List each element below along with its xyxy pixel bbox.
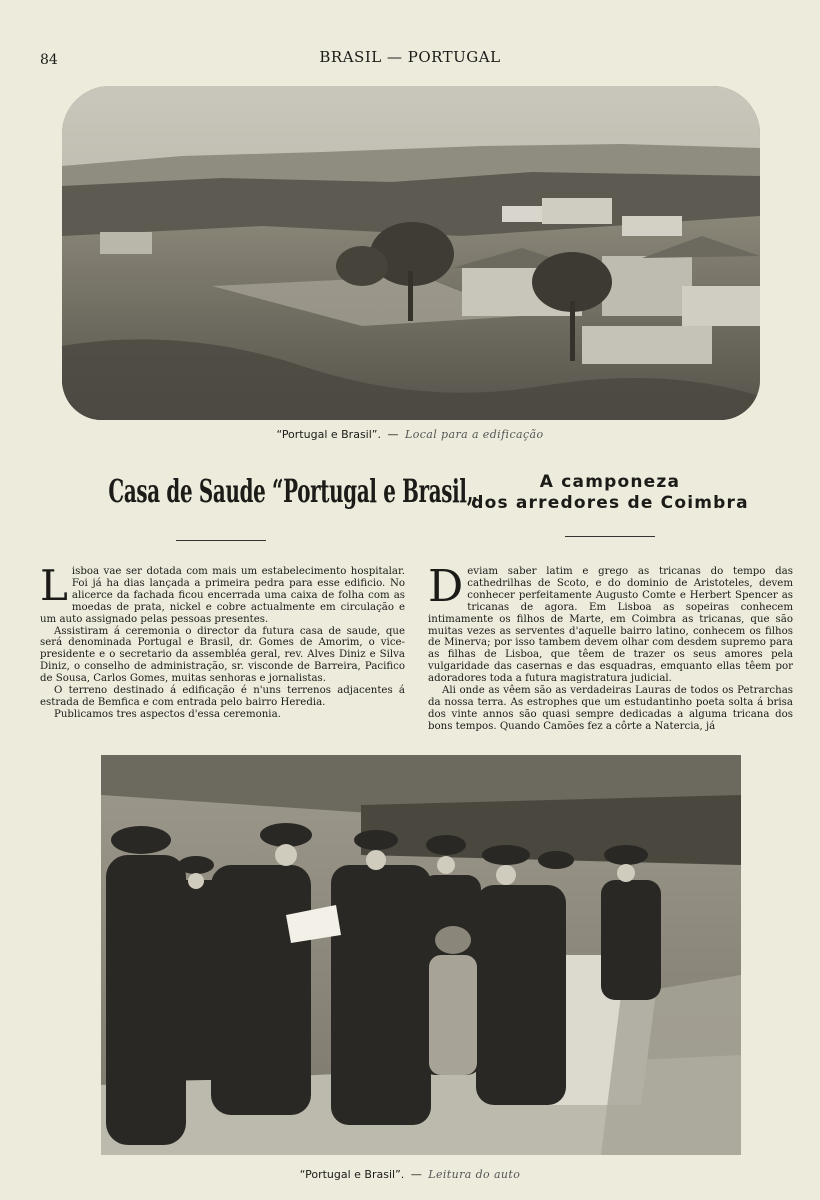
caption-subtitle: Leitura do auto xyxy=(428,1168,521,1181)
ceremony-photo-drawing xyxy=(101,755,741,1155)
caption-main: “Portugal e Brasil”. xyxy=(299,1168,405,1181)
caption-subtitle: Local para a edificação xyxy=(404,428,544,441)
title-rule-left xyxy=(176,540,266,541)
article-right-title xyxy=(420,472,800,514)
caption-main: “Portugal e Brasil”. xyxy=(276,428,381,441)
running-head: BRASIL — PORTUGAL xyxy=(319,48,501,66)
article-left-body xyxy=(40,561,405,721)
article-right-paragraph-2: Ali onde as vêem são as verdadeiras Lauras de todos os Petrarchas da nossa terra. As estrophes que um estudantinho poeta solta á brisa dos vinte annos são quasi sempre dedicadas a alguma tricana dos bons tempos. Quando Camões fez a côrte a Natercia, já xyxy=(428,685,793,732)
article-left-paragraph-3: O terreno destinado á edificação é n'uns terrenos adjacentes á estrada de Bemfica e com entrada pelo bairro Heredia. xyxy=(40,685,405,708)
landscape-photo xyxy=(62,86,760,420)
paragraph-text: eviam saber latim e grego as tricanas do tempo das cathedrilhas de Scoto, e do dominio de Aristoteles, devem conhecer perfeitamente Augusto Comte e Herbert Spencer as tricanas de agora. Em Lisboa as sopeiras conhecem intimamente os filhos de Marte, em Coimbra as tricanas, que são muitas vezes as serventes d'aquelle bairro latino, conhecem os filhos de Minerva; por isso tambem devem olhar com desdem supremo para as filhas de Lisboa, que têem de trazer os seus amores pela vulgaridade das casernas e das esquadras, emquanto ellas têem por adoradores toda a futura magistratura judicial. xyxy=(428,566,793,685)
page-number: 84 xyxy=(40,52,58,68)
caption-separator: — xyxy=(410,1168,422,1181)
article-left-paragraph-1 xyxy=(40,561,405,626)
dropcap: L xyxy=(40,561,68,610)
article-right-body xyxy=(428,561,793,733)
top-photo-caption xyxy=(0,428,820,441)
article-left-title: Casa de Saude “Portugal e Brasil„ xyxy=(108,472,478,510)
article-right-paragraph-1 xyxy=(428,561,793,685)
landscape-photo-drawing xyxy=(62,86,760,420)
article-right-title-line2: dos arredores de Coimbra xyxy=(471,493,749,513)
paragraph-text: isboa vae ser dotada com mais um estabelecimento hospitalar. Foi já ha dias lançada a primeira pedra para esse edificio. No alicerce da fachada ficou encerrada uma caixa de folha com as moedas de prata, nickel e cobre actualmente em circulação e um auto assignado pelas pessoas presentes. xyxy=(40,566,405,625)
dropcap: D xyxy=(428,561,464,612)
article-left-paragraph-4: Publicamos tres aspectos d'essa ceremonia. xyxy=(54,708,281,720)
ceremony-photo xyxy=(101,755,741,1155)
bottom-photo-caption xyxy=(0,1168,820,1181)
article-right-title-line1: A camponeza xyxy=(539,472,681,492)
article-left-paragraph-2: Assistiram á ceremonia o director da futura casa de saude, que será denominada Portugal e Brasil, dr. Gomes de Amorim, o vice-presidente e o secretario da assembléa geral, rev. Alves Diniz e Silva Diniz, o conselho de administração, sr. visconde de Barreira, Pacifico de Sousa, Carlos Gomes, muitas senhoras e jornalistas. xyxy=(40,625,405,685)
title-rule-right xyxy=(565,536,655,537)
caption-separator: — xyxy=(387,428,399,441)
